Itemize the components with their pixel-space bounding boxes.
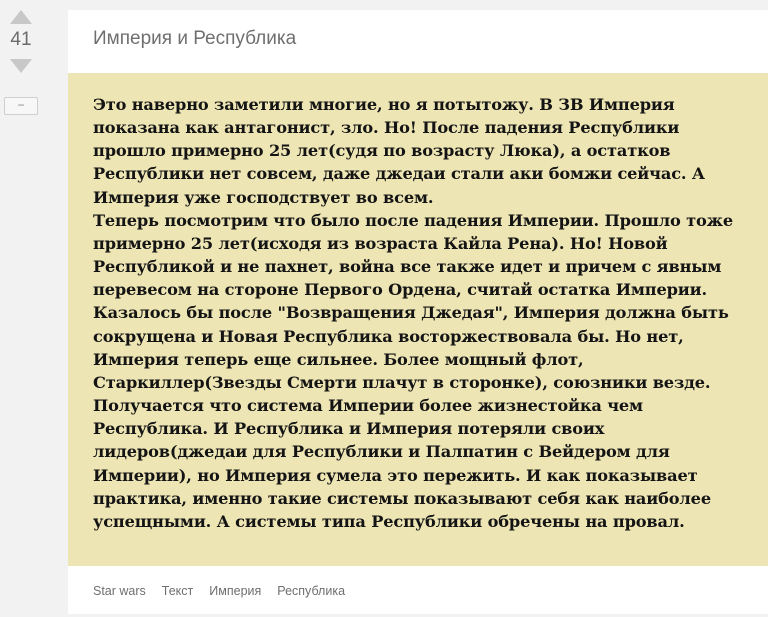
tag-link[interactable]: Текст: [161, 584, 194, 598]
story-text-line: практика, именно такие системы показывают себя как наиболее: [93, 488, 711, 508]
story-text-line: перевесом на стороне Первого Ордена, считай остатка Империи.: [93, 280, 707, 300]
tag-link[interactable]: Star wars: [93, 584, 146, 598]
rating-count: 41: [10, 29, 32, 50]
story-text-line: Республики нет совсем, даже джедаи стали аки бомжи сейчас. А: [93, 164, 705, 184]
vote-rail: [0, 0, 44, 617]
story-text: [93, 93, 733, 533]
story-text-line: Получается что система Империи более жизнестойка чем: [93, 396, 643, 416]
story-card: [68, 10, 768, 614]
story-text-line: Империя уже господствует во всем.: [93, 187, 434, 207]
story-text-line: Империи), но Империя сумела это пережить. И как показывает: [93, 465, 698, 485]
story-text-line: Теперь посмотрим что было после падения Империи. Прошло тоже: [93, 210, 733, 230]
story-title[interactable]: Империя и Республика: [93, 28, 297, 49]
upvote-button[interactable]: [10, 10, 32, 24]
story-text-block: [68, 73, 768, 566]
story-text-line: Империя теперь еще сильнее. Более мощный флот,: [93, 349, 584, 369]
story-text-line: Казалось бы после "Возвращения Джедая", Империя должна быть: [93, 303, 729, 323]
story-text-line: показана как антагонист, зло. Но! После падения Республики: [93, 118, 680, 138]
story-text-line: Это наверно заметили многие, но я потытожу. В ЗВ Империя: [93, 95, 675, 114]
tag-list: [93, 584, 361, 598]
downvote-button[interactable]: [10, 59, 32, 73]
story-text-line: прошло примерно 25 лет(судя по возрасту Люка), а остатков: [93, 141, 671, 161]
story-text-line: Республика. И Республика и Империя потеряли своих: [93, 419, 605, 439]
arrow-down-icon: [10, 59, 32, 73]
story-text-line: сокрущена и Новая Республика восторжествовала бы. Но нет,: [93, 326, 684, 346]
tag-link[interactable]: Империя: [209, 584, 262, 598]
story-text-line: лидеров(джедаи для Республики и Палпатин с Вейдером для: [93, 442, 670, 462]
story-text-line: Старкиллер(Звезды Смерти плачут в сторонке), союзники везде.: [93, 372, 711, 392]
story-text-line: успещными. А системы типа Республики обречены на провал.: [93, 511, 685, 531]
tag-link[interactable]: Республика: [277, 584, 346, 598]
collapse-button[interactable]: −: [4, 97, 38, 115]
arrow-up-icon: [10, 10, 32, 24]
story-text-line: Республикой и не пахнет, война все также идет и причем с явным: [93, 257, 722, 277]
story-text-line: примерно 25 лет(исходя из возраста Кайла Рена). Но! Новой: [93, 233, 668, 253]
